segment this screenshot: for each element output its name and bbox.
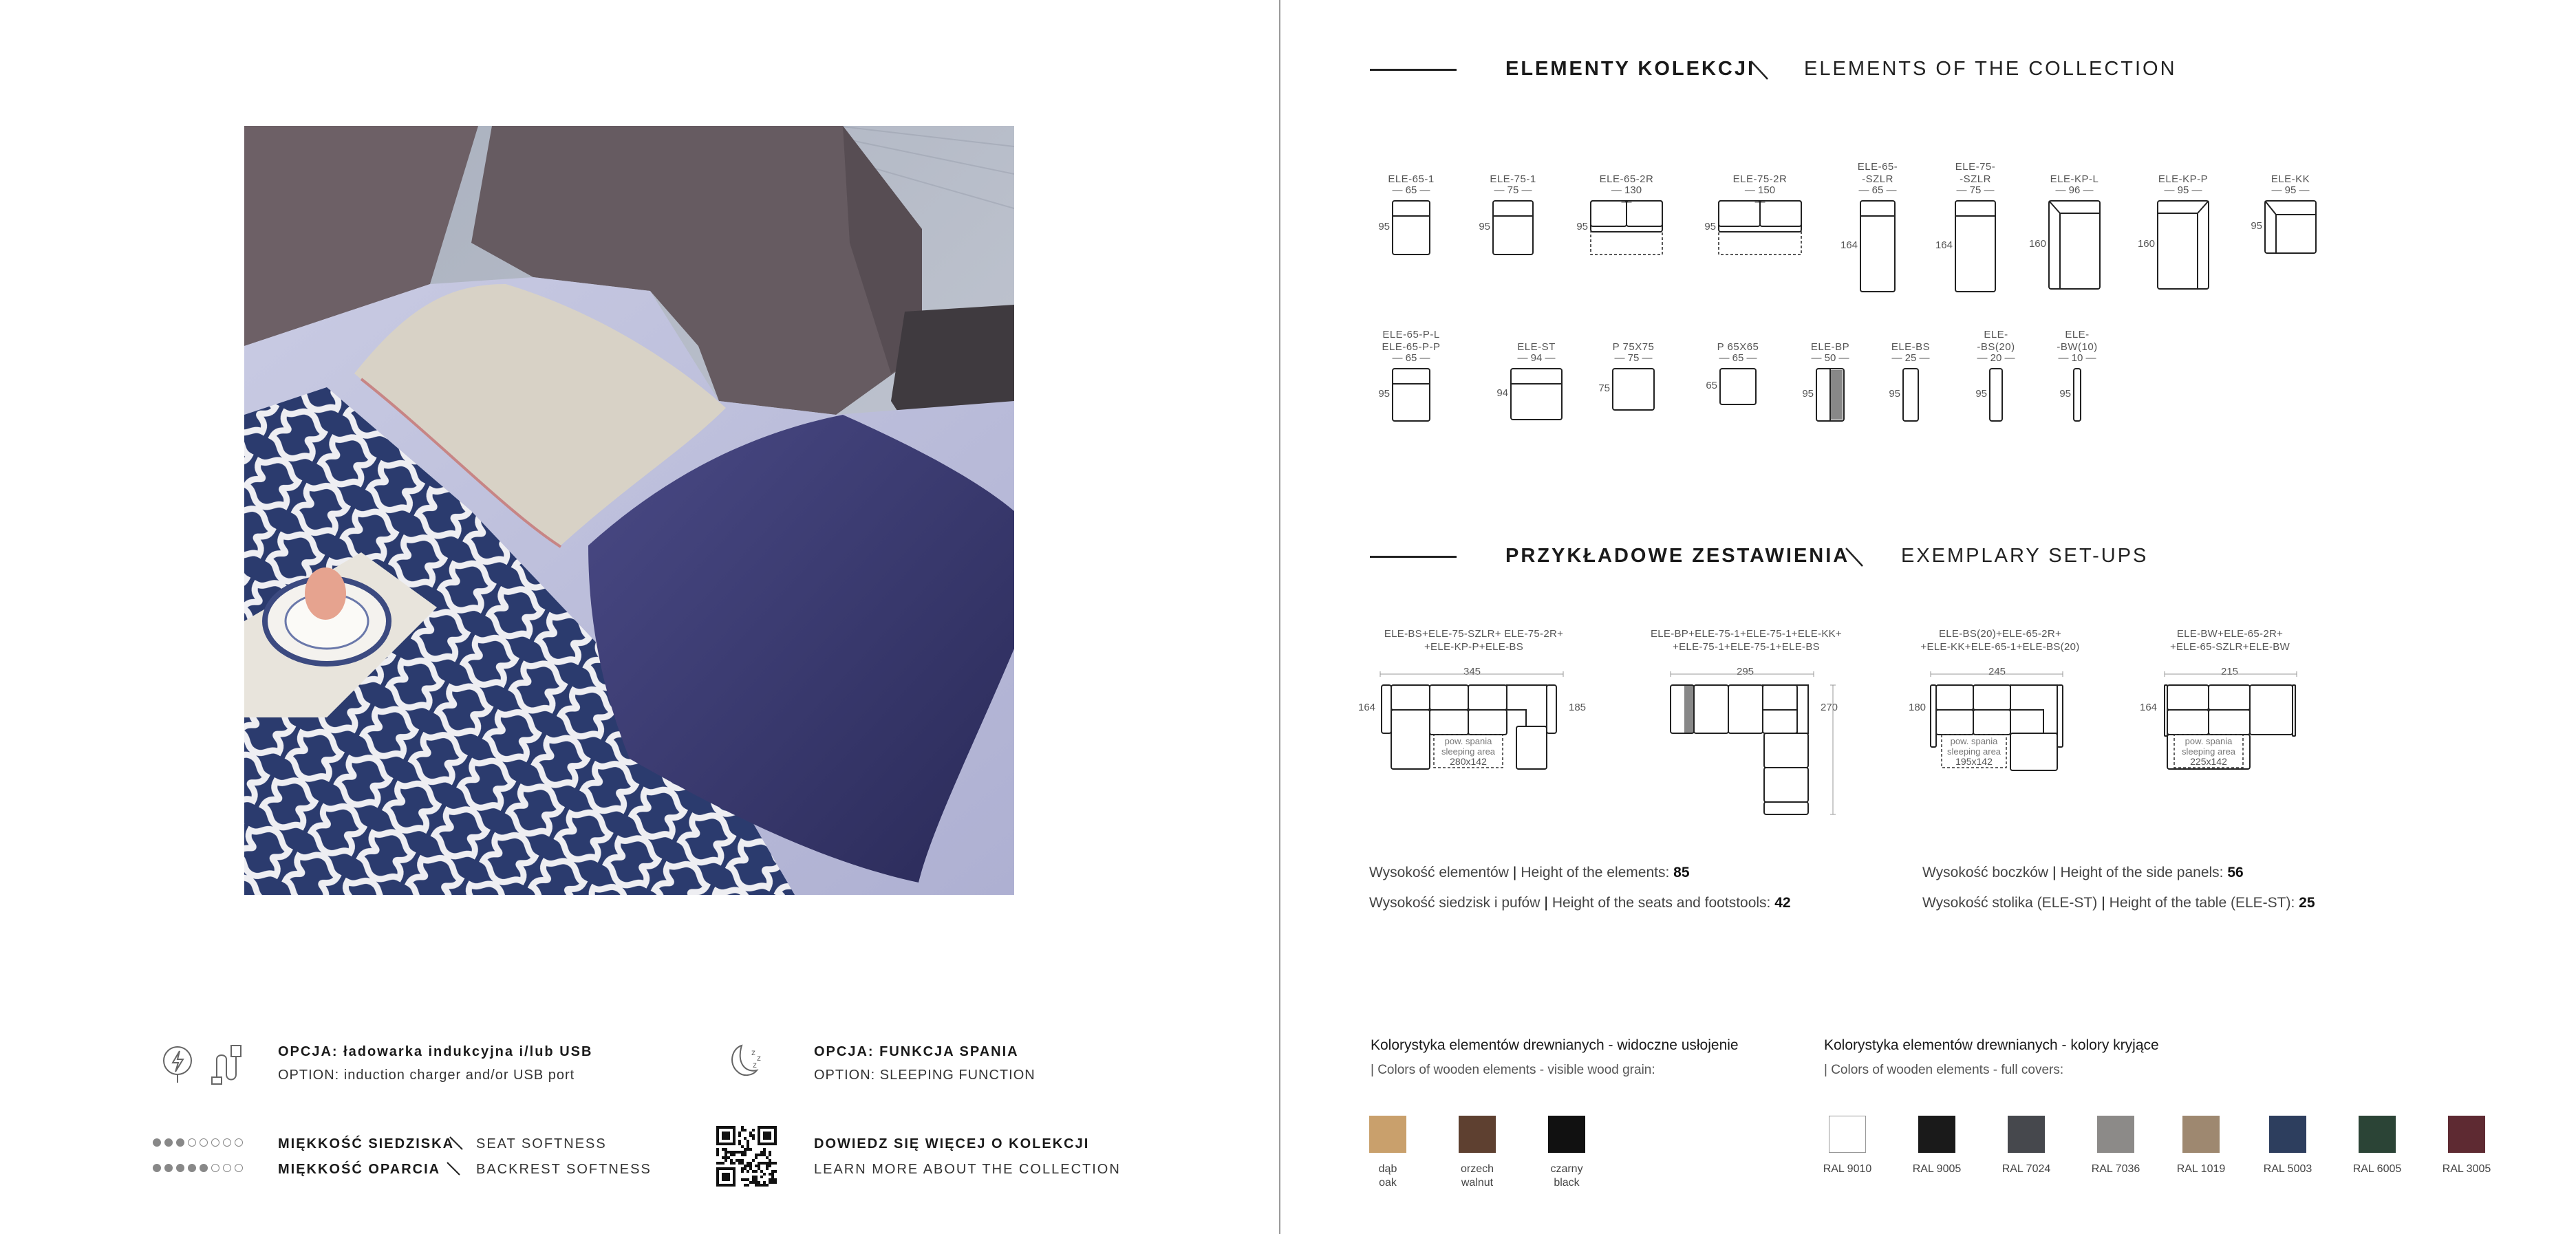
softness-dot bbox=[153, 1164, 161, 1172]
element-name: ELE- -BW(10) bbox=[2057, 329, 2098, 353]
seat-softness-label: MIĘKKOŚĆ SIEDZISKA bbox=[278, 1136, 455, 1151]
setup-left-height: 164 bbox=[1358, 702, 1376, 713]
element-width: — 25 — bbox=[1891, 352, 1930, 364]
softness-dot bbox=[211, 1138, 219, 1147]
element-name: ELE-KP-L bbox=[2050, 173, 2099, 185]
element-width: — 130 — bbox=[1611, 184, 1642, 208]
element-drawing bbox=[1858, 199, 1897, 294]
ral-swatch-label: RAL 7024 bbox=[2001, 1163, 2051, 1175]
element-width: — 95 — bbox=[2271, 184, 2310, 196]
usb-plug-icon bbox=[205, 1043, 246, 1087]
element-width: — 65 — bbox=[1719, 352, 1757, 364]
element-height: 75 bbox=[1598, 382, 1610, 394]
softness-dot bbox=[235, 1138, 243, 1147]
element-name: ELE-BP bbox=[1810, 341, 1850, 353]
backrest-softness-en: BACKREST SOFTNESS bbox=[476, 1162, 652, 1177]
slash-separator bbox=[1749, 59, 1770, 81]
spec-elements-height: Wysokość elementów | Height of the elements: 85 bbox=[1369, 865, 1690, 880]
spec-table-height: Wysokość stolika (ELE-ST) | Height of the table (ELE-ST): 25 bbox=[1922, 895, 2315, 911]
element-name: ELE-ST bbox=[1517, 341, 1556, 353]
element-height: 95 bbox=[1704, 221, 1716, 232]
setup-left-height: 180 bbox=[1909, 702, 1926, 713]
svg-text:z: z bbox=[753, 1060, 757, 1070]
setup-diagram bbox=[1643, 627, 1863, 827]
element-height: 95 bbox=[1378, 388, 1390, 400]
element-drawing bbox=[1901, 367, 1920, 423]
element-width: — 65 — bbox=[1392, 352, 1430, 364]
ral-swatch bbox=[2269, 1116, 2306, 1153]
element-width: — 65 — bbox=[1392, 184, 1430, 196]
element-drawing bbox=[1814, 367, 1846, 423]
element-height: 160 bbox=[2137, 238, 2155, 250]
ral-swatch-label: RAL 5003 bbox=[2263, 1163, 2312, 1175]
element-width: — 96 — bbox=[2055, 184, 2094, 196]
element-height: 95 bbox=[1802, 388, 1814, 400]
element-width: — 95 — bbox=[2164, 184, 2202, 196]
element-width: — 20 — bbox=[1977, 352, 2015, 364]
slash-separator bbox=[446, 1160, 461, 1177]
setup-1 bbox=[1357, 627, 1591, 792]
element-height: 95 bbox=[1479, 221, 1490, 232]
softness-dot bbox=[235, 1164, 243, 1172]
svg-text:z: z bbox=[751, 1048, 755, 1057]
setup-left-height: 164 bbox=[2140, 702, 2158, 713]
ral-swatch-label: RAL 6005 bbox=[2352, 1163, 2402, 1175]
element-drawing bbox=[2072, 367, 2083, 423]
option-charger-subtitle: OPTION: induction charger and/or USB port bbox=[278, 1068, 575, 1083]
area-value: 195x142 bbox=[1955, 756, 1993, 767]
setup-width: 215 bbox=[2221, 666, 2239, 678]
heading-rule bbox=[1370, 556, 1457, 558]
element-drawing bbox=[1718, 367, 1758, 407]
wood-swatch-label: orzech walnut bbox=[1460, 1163, 1494, 1189]
option-sleeping-title: OPCJA: FUNKCJA SPANIA bbox=[814, 1044, 1019, 1059]
softness-dot bbox=[223, 1164, 231, 1172]
heading-rule bbox=[1370, 69, 1457, 71]
softness-dot bbox=[211, 1164, 219, 1172]
element-name: ELE-BS bbox=[1891, 341, 1931, 353]
option-sleeping-subtitle: OPTION: SLEEPING FUNCTION bbox=[814, 1068, 1035, 1083]
element-height: 95 bbox=[1576, 221, 1588, 232]
ral-swatch bbox=[1918, 1116, 1955, 1153]
ral-swatch-label: RAL 3005 bbox=[2442, 1163, 2491, 1175]
sofa-photo bbox=[244, 126, 1014, 895]
element-width: — 75 — bbox=[1614, 352, 1653, 364]
elements-heading-pl: ELEMENTY KOLEKCJI bbox=[1505, 58, 1756, 80]
element-drawing bbox=[1509, 367, 1564, 422]
element-name: ELE-KK bbox=[2271, 173, 2310, 185]
ral-swatch-label: RAL 9005 bbox=[1912, 1163, 1962, 1175]
ral-swatch-label: RAL 9010 bbox=[1823, 1163, 1872, 1175]
element-width: — 65 — bbox=[1858, 184, 1897, 196]
wood-grain-subtitle: | Colors of wooden elements - visible wood grain: bbox=[1371, 1063, 1655, 1077]
element-name: P 75X75 bbox=[1612, 341, 1655, 353]
softness-dot bbox=[200, 1138, 208, 1147]
area-value: 280x142 bbox=[1450, 756, 1487, 767]
wood-swatch-label: czarny black bbox=[1550, 1163, 1583, 1189]
element-name: ELE-65-P-L ELE-65-P-P bbox=[1382, 329, 1441, 353]
seat-softness-en: SEAT SOFTNESS bbox=[476, 1136, 607, 1151]
element-height: 95 bbox=[1975, 388, 1987, 400]
element-drawing bbox=[2047, 199, 2102, 291]
setup-right-height: 270 bbox=[1821, 702, 1838, 713]
element-height: 65 bbox=[1706, 380, 1717, 391]
wood-swatch-label: dąb oak bbox=[1378, 1163, 1397, 1189]
element-drawing bbox=[1988, 367, 2004, 423]
element-drawing bbox=[1391, 367, 1432, 423]
wood-swatch bbox=[1369, 1116, 1406, 1153]
element-drawing bbox=[1589, 199, 1664, 257]
element-name: ELE-75-1 bbox=[1490, 173, 1536, 185]
area-label: pow. spania bbox=[1444, 736, 1492, 746]
setup-code: ELE-BS+ELE-75-SZLR+ ELE-75-2R+ +ELE-KP-P+ELE-BS bbox=[1384, 628, 1564, 653]
ral-swatch bbox=[2097, 1116, 2134, 1153]
area-label: sleeping area bbox=[1946, 746, 2001, 757]
softness-dot bbox=[164, 1138, 173, 1147]
setup-code: ELE-BW+ELE-65-2R+ +ELE-65-SZLR+ELE-BW bbox=[2169, 628, 2290, 653]
setup-diagram bbox=[1900, 627, 2100, 792]
wood-swatch bbox=[1459, 1116, 1496, 1153]
ral-swatch bbox=[2008, 1116, 2045, 1153]
element-name: ELE-65-1 bbox=[1388, 173, 1435, 185]
element-name: ELE-65-2R bbox=[1599, 173, 1654, 185]
backrest-softness-dots bbox=[153, 1164, 243, 1172]
setup-code: ELE-BS(20)+ELE-65-2R+ +ELE-KK+ELE-65-1+ELE-BS(20) bbox=[1920, 628, 2080, 653]
softness-dot bbox=[188, 1164, 196, 1172]
setup-width: 345 bbox=[1463, 666, 1481, 678]
area-label: pow. spania bbox=[1950, 736, 1998, 746]
element-width: — 150 — bbox=[1744, 184, 1776, 208]
elements-heading-en: ELEMENTS OF THE COLLECTION bbox=[1804, 58, 2177, 80]
element-width: — 10 — bbox=[2058, 352, 2096, 364]
setup-2 bbox=[1643, 627, 1863, 827]
setups-heading-pl: PRZYKŁADOWE ZESTAWIENIA bbox=[1505, 545, 1850, 567]
full-cover-subtitle: | Colors of wooden elements - full covers: bbox=[1824, 1063, 2064, 1077]
element-height: 164 bbox=[1935, 239, 1953, 251]
lightning-icon bbox=[161, 1044, 194, 1084]
area-label: sleeping area bbox=[2181, 746, 2236, 757]
softness-dot bbox=[200, 1164, 208, 1172]
ral-swatch bbox=[2359, 1116, 2396, 1153]
moon-sleep-icon bbox=[724, 1043, 768, 1080]
element-height: 95 bbox=[2059, 388, 2071, 400]
page-spine bbox=[1279, 0, 1280, 1234]
spec-seats-height: Wysokość siedzisk i pufów | Height of the seats and footstools: 42 bbox=[1369, 895, 1791, 911]
element-drawing bbox=[1391, 199, 1432, 257]
setup-width: 245 bbox=[1988, 666, 2006, 678]
element-name: ELE-65- -SZLR bbox=[1857, 161, 1898, 185]
softness-dot bbox=[153, 1138, 161, 1147]
element-width: — 94 — bbox=[1517, 352, 1556, 364]
softness-dot bbox=[188, 1138, 196, 1147]
element-width: — 75 — bbox=[1956, 184, 1995, 196]
element-drawing bbox=[2263, 199, 2318, 255]
option-charger-title: OPCJA: ładowarka indukcyjna i/lub USB bbox=[278, 1044, 593, 1059]
ral-swatch bbox=[1829, 1116, 1866, 1153]
element-name: ELE- -BS(20) bbox=[1977, 329, 2015, 353]
softness-dot bbox=[223, 1138, 231, 1147]
setup-diagram bbox=[1357, 627, 1591, 792]
seat-softness-dots bbox=[153, 1138, 243, 1147]
ral-swatch-label: RAL 7036 bbox=[2091, 1163, 2140, 1175]
element-width: — 75 — bbox=[1494, 184, 1532, 196]
element-drawing bbox=[1491, 199, 1535, 257]
sofa-photo-illustration bbox=[244, 126, 1014, 895]
element-drawing bbox=[1953, 199, 1997, 294]
element-width: — 50 — bbox=[1811, 352, 1849, 364]
softness-dot bbox=[176, 1164, 184, 1172]
slash-separator bbox=[449, 1135, 464, 1151]
svg-text:z: z bbox=[757, 1053, 761, 1063]
setup-width: 295 bbox=[1737, 666, 1754, 678]
softness-dot bbox=[176, 1138, 184, 1147]
element-name: ELE-75- -SZLR bbox=[1955, 161, 1996, 185]
element-name: P 65X65 bbox=[1717, 341, 1759, 353]
element-name: ELE-KP-P bbox=[2158, 173, 2209, 185]
ral-swatch-label: RAL 1019 bbox=[2176, 1163, 2226, 1175]
element-drawing bbox=[1611, 367, 1656, 412]
learn-more-title: DOWIEDZ SIĘ WIĘCEJ O KOLEKCJI bbox=[814, 1136, 1090, 1151]
element-height: 95 bbox=[1889, 388, 1900, 400]
ral-swatch bbox=[2448, 1116, 2485, 1153]
backrest-softness-label: MIĘKKOŚĆ OPARCIA bbox=[278, 1162, 441, 1177]
setups-heading-en: EXEMPLARY SET-UPS bbox=[1901, 545, 2149, 567]
wood-grain-title: Kolorystyka elementów drewnianych - widoczne usłojenie bbox=[1371, 1037, 1739, 1053]
softness-dot bbox=[164, 1164, 173, 1172]
setup-right-height: 185 bbox=[1569, 702, 1587, 713]
element-drawing bbox=[1717, 199, 1803, 257]
full-cover-title: Kolorystyka elementów drewnianych - kolory kryjące bbox=[1824, 1037, 2159, 1053]
element-height: 95 bbox=[2251, 220, 2262, 232]
wood-swatch bbox=[1548, 1116, 1585, 1153]
qr-code[interactable] bbox=[716, 1126, 777, 1187]
setup-3 bbox=[1900, 627, 2100, 792]
element-height: 95 bbox=[1378, 221, 1390, 232]
element-drawing bbox=[2156, 199, 2211, 291]
element-name: ELE-75-2R bbox=[1732, 173, 1788, 185]
element-height: 164 bbox=[1840, 239, 1858, 251]
area-label: sleeping area bbox=[1441, 746, 1496, 757]
setup-4 bbox=[2137, 627, 2323, 792]
area-label: pow. spania bbox=[2185, 736, 2233, 746]
area-value: 225x142 bbox=[2190, 756, 2227, 767]
setup-diagram bbox=[2137, 627, 2323, 792]
setup-code: ELE-BP+ELE-75-1+ELE-75-1+ELE-KK+ +ELE-75-1+ELE-75-1+ELE-BS bbox=[1650, 628, 1843, 653]
element-height: 94 bbox=[1496, 387, 1508, 399]
slash-separator bbox=[1844, 546, 1865, 568]
learn-more-subtitle: LEARN MORE ABOUT THE COLLECTION bbox=[814, 1162, 1121, 1177]
spec-side-panels-height: Wysokość boczków | Height of the side panels: 56 bbox=[1922, 865, 2244, 880]
ral-swatch bbox=[2182, 1116, 2220, 1153]
element-height: 160 bbox=[2028, 238, 2046, 250]
